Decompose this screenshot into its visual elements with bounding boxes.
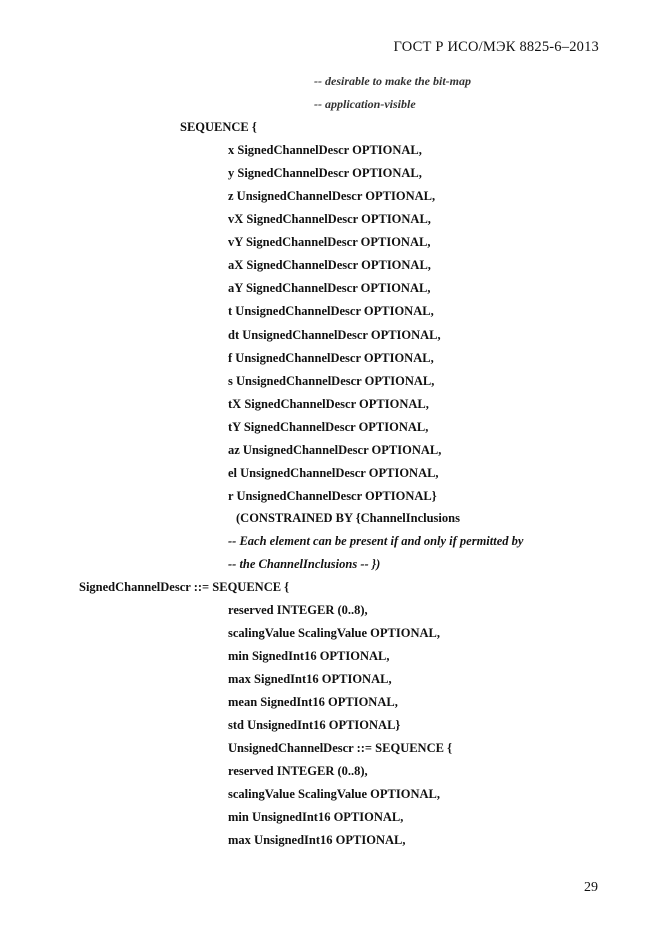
field-line: vY SignedChannelDescr OPTIONAL,: [228, 235, 431, 250]
field-line: t UnsignedChannelDescr OPTIONAL,: [228, 304, 434, 319]
sequence-open: SEQUENCE {: [180, 120, 257, 134]
signed-field-line: reserved INTEGER (0..8),: [228, 603, 368, 617]
field-line: y SignedChannelDescr OPTIONAL,: [228, 166, 422, 181]
unsigned-field-line: scalingValue ScalingValue OPTIONAL,: [228, 787, 440, 801]
field-line: el UnsignedChannelDescr OPTIONAL,: [228, 465, 439, 480]
signed-field-line: mean SignedInt16 OPTIONAL,: [228, 695, 398, 709]
unsigned-field-line: max UnsignedInt16 OPTIONAL,: [228, 833, 406, 847]
field-line: aY SignedChannelDescr OPTIONAL,: [228, 281, 431, 296]
field-line: x SignedChannelDescr OPTIONAL,: [228, 143, 422, 157]
field-line: tX SignedChannelDescr OPTIONAL,: [228, 396, 429, 411]
comment-line: -- desirable to make the bit-map: [314, 74, 471, 88]
comment-line: -- application-visible: [314, 97, 416, 111]
field-line: r UnsignedChannelDescr OPTIONAL}: [228, 489, 437, 504]
comment-channel-inclusions: -- the ChannelInclusions -- }): [228, 557, 381, 571]
page-number: 29: [584, 880, 598, 895]
document-header: ГОСТ Р ИСО/МЭК 8825-6–2013: [393, 39, 599, 55]
unsigned-field-line: reserved INTEGER (0..8),: [228, 764, 368, 778]
comment-each-element: -- Each element can be present if and only if permitted by: [228, 534, 524, 548]
field-line: dt UnsignedChannelDescr OPTIONAL,: [228, 327, 441, 342]
field-line: s UnsignedChannelDescr OPTIONAL,: [228, 373, 435, 388]
unsigned-channel-descr-definition: UnsignedChannelDescr ::= SEQUENCE {: [228, 741, 452, 755]
constrained-by: (CONSTRAINED BY {ChannelInclusions: [236, 511, 460, 525]
signed-field-line: scalingValue ScalingValue OPTIONAL,: [228, 626, 440, 640]
field-line: vX SignedChannelDescr OPTIONAL,: [228, 212, 431, 227]
signed-field-line: std UnsignedInt16 OPTIONAL}: [228, 718, 401, 732]
field-line: tY SignedChannelDescr OPTIONAL,: [228, 419, 429, 434]
field-line: f UnsignedChannelDescr OPTIONAL,: [228, 350, 434, 365]
signed-field-line: max SignedInt16 OPTIONAL,: [228, 672, 392, 686]
unsigned-field-line: min UnsignedInt16 OPTIONAL,: [228, 810, 404, 824]
field-line: z UnsignedChannelDescr OPTIONAL,: [228, 189, 436, 204]
signed-channel-descr-definition: SignedChannelDescr ::= SEQUENCE {: [79, 580, 290, 594]
signed-field-line: min SignedInt16 OPTIONAL,: [228, 649, 390, 663]
field-line: az UnsignedChannelDescr OPTIONAL,: [228, 442, 442, 457]
field-line: aX SignedChannelDescr OPTIONAL,: [228, 258, 431, 273]
